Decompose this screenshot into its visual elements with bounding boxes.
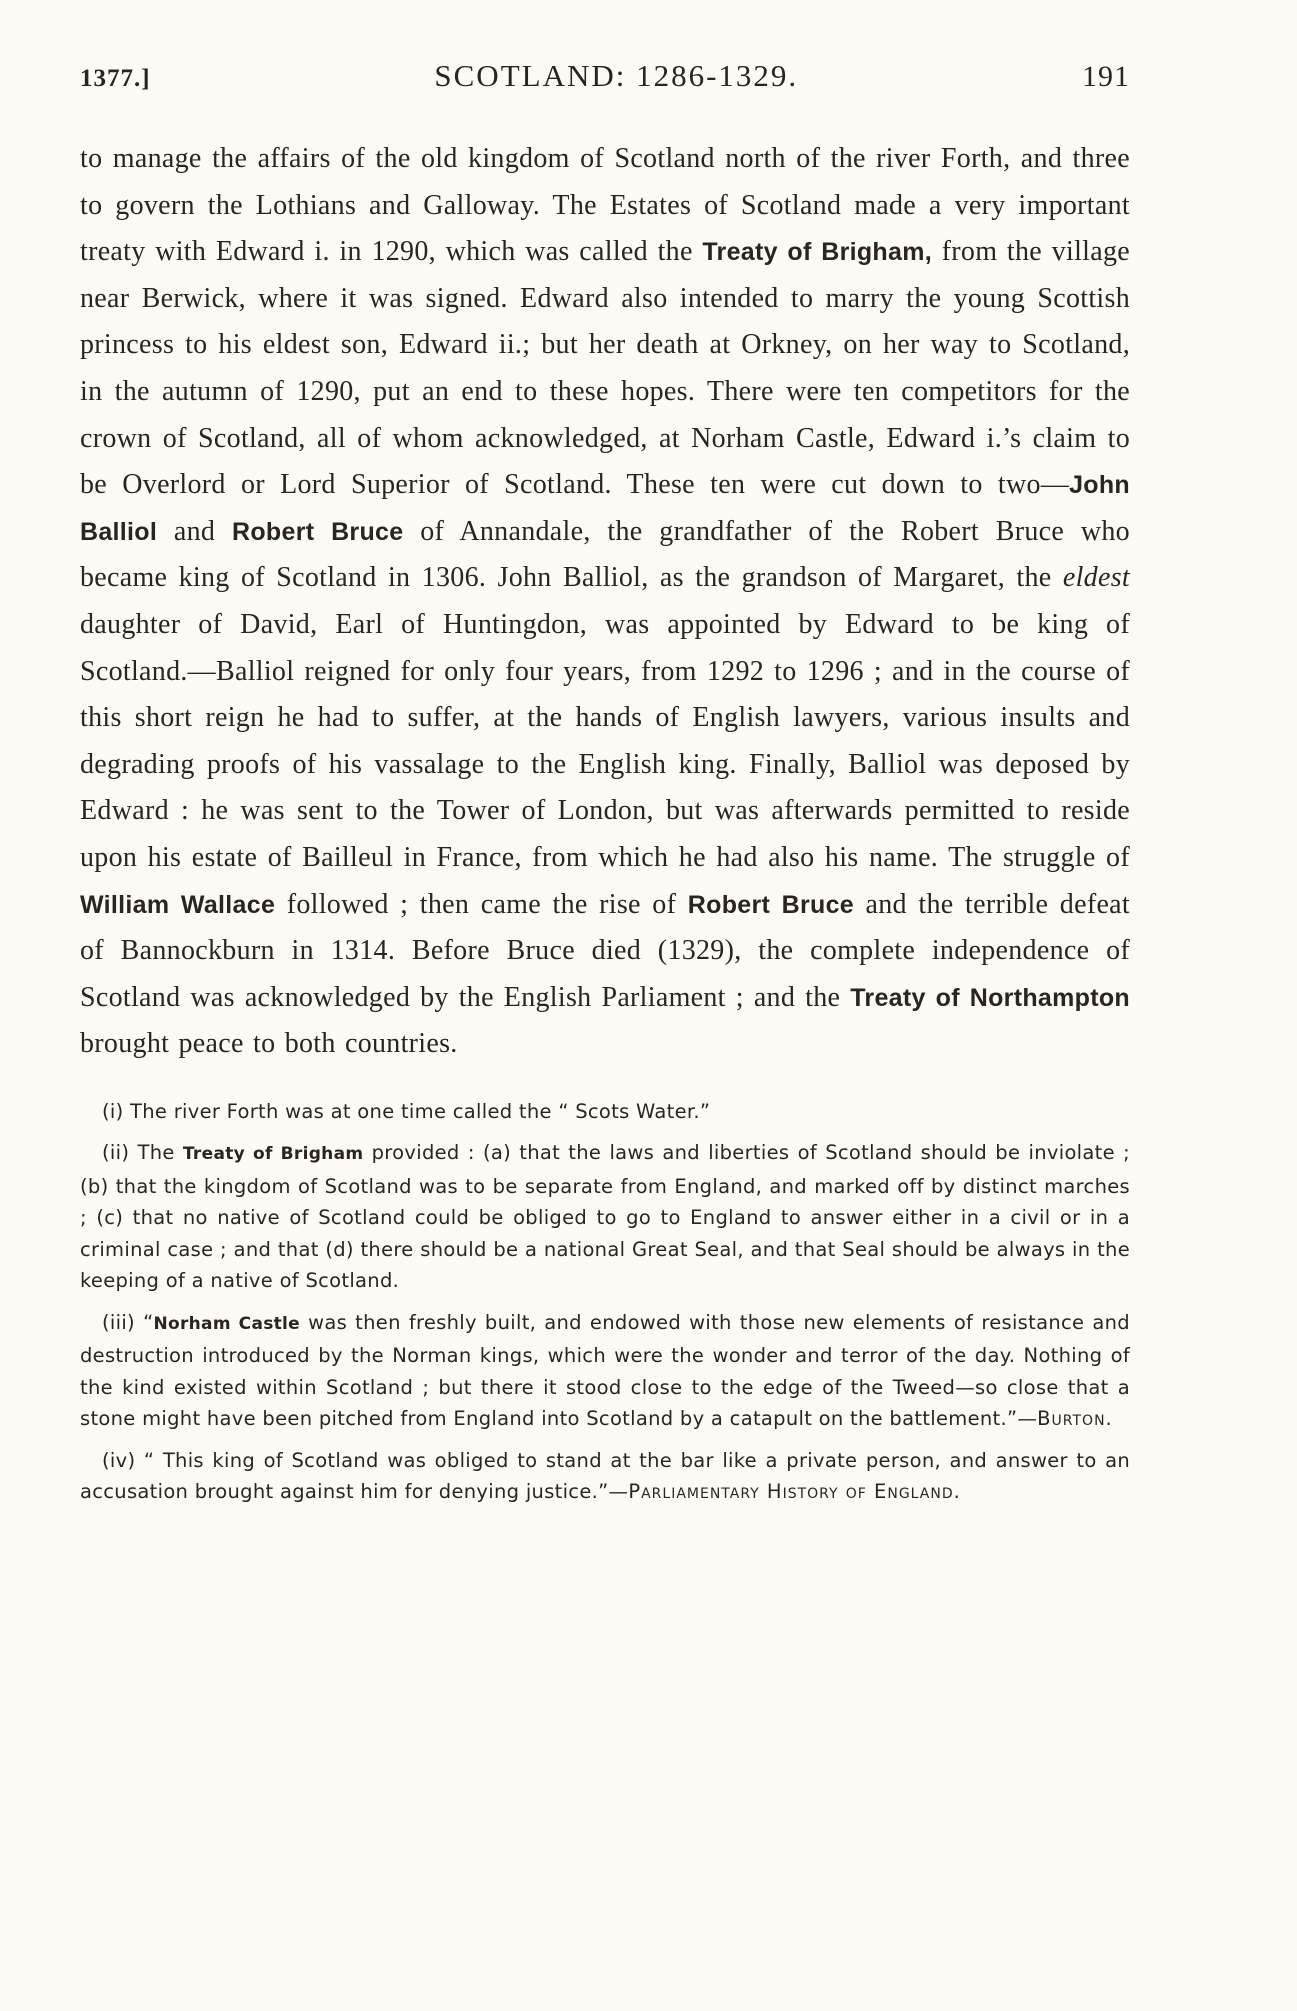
bold-term-norham-castle: Norham Castle xyxy=(153,1313,301,1334)
text-run: from the village near Berwick, where it was signed. Edward also intended to marry the young Scottish princess to his eldest son, Edward ii.; but her death at Orkney, on her way to Scotland, in the autumn of 1290, put an end to these hopes. There were ten competitors for the crown of Scotland, all of whom acknowledged, at Norham Castle, Edward i.’s claim to be Overlord or Lord Superior of Scotland. These ten were cut down to two— xyxy=(80,236,1130,501)
text-run: daughter of David, Earl of Huntingdon, was appointed by Edward to be king of Scotland.—Balliol reigned for only four years, from 1292 to 1296 ; and in the course of this short reign he had to suffer, at the hands of English lawyers, various insults and degrading proofs of his vassalage to the English king. Finally, Balliol was deposed by Edward : he was sent to the Tower of London, but was afterwards permitted to reside upon his estate of Bailleul in France, from which he had also his name. The struggle of xyxy=(80,608,1130,873)
footnote-1 xyxy=(80,1096,1130,1128)
footnote-2 xyxy=(80,1137,1130,1297)
text-run: (i) The river Forth was at one time called the “ Scots Water.” xyxy=(102,1099,711,1123)
citation-burton: Burton. xyxy=(1037,1407,1113,1431)
running-head xyxy=(80,58,1130,108)
text-run: to manage the affairs of the old kingdom of Scotland north of the river Forth, and three to govern the Lothians and Galloway. The Estates of Scotland made a very important treaty with Edward i. in 1290, which was called the xyxy=(80,143,1130,268)
text-run: (iii) “ xyxy=(102,1310,154,1334)
text-run: (ii) The xyxy=(102,1141,183,1165)
text-run: brought peace to both countries. xyxy=(80,1028,458,1060)
text-run: (iv) “ This king of Scotland was obliged to stand at the bar like a private person, and answer to an accusation brought against him for denying justice.”— xyxy=(80,1448,1130,1504)
bold-term-john-balliol: John Balliol xyxy=(80,471,1130,546)
bold-term-treaty-of-brigham: Treaty of Brigham, xyxy=(702,238,932,267)
text-run: followed ; then came the rise of xyxy=(275,888,688,920)
italic-term-eldest: eldest xyxy=(1062,562,1130,594)
header-year-range: 1377.] xyxy=(80,65,151,92)
bold-term-robert-bruce: Robert Bruce xyxy=(687,890,854,919)
footnote-3 xyxy=(80,1307,1130,1435)
bold-term-robert-bruce: Robert Bruce xyxy=(232,517,404,546)
bold-term-treaty-of-northampton: Treaty of Northampton xyxy=(850,983,1130,1012)
text-run: of Annandale, the grandfather of the Robert Bruce who became king of Scotland in 1306. John Balliol, as the grandson of Margaret, the xyxy=(80,515,1130,594)
footnote-4 xyxy=(80,1445,1130,1508)
bold-term-treaty-of-brigham: Treaty of Brigham xyxy=(182,1144,364,1165)
header-chapter-title: SCOTLAND: 1286-1329. xyxy=(434,58,799,93)
text-run: was then freshly built, and endowed with those new elements of resistance and destruction introduced by the Norman kings, which were the wonder and terror of the day. Nothing of the kind existed within Scotland ; but there it stood close to the edge of the Tweed—so close that a stone might have been pitched from England into Scotland by a catapult on the battlement.”— xyxy=(80,1310,1130,1431)
bold-term-william-wallace: William Wallace xyxy=(80,890,276,919)
text-run: provided : (a) that the laws and liberties of Scotland should be inviolate ; (b) that the kingdom of Scotland was to be separate from England, and marked off by distinct marches ; (c) that no native of Scotland could be obliged to go to England to answer either in a civil or in a criminal case ; and that (d) there should be a national Great Seal, and that Seal should be always in the keeping of a native of Scotland. xyxy=(80,1141,1130,1293)
text-run: and xyxy=(157,515,232,547)
main-paragraph xyxy=(80,136,1130,1068)
book-page xyxy=(80,58,1130,1518)
page-number: 191 xyxy=(1081,60,1130,93)
citation-parliamentary-history: Parliamentary History of England. xyxy=(628,1480,961,1504)
text-run: and the terrible defeat of Bannockburn in 1314. Before Bruce died (1329), the complete independence of Scotland was acknowledged by the English Parliament ; and the xyxy=(80,888,1130,1013)
footnotes xyxy=(80,1096,1130,1508)
